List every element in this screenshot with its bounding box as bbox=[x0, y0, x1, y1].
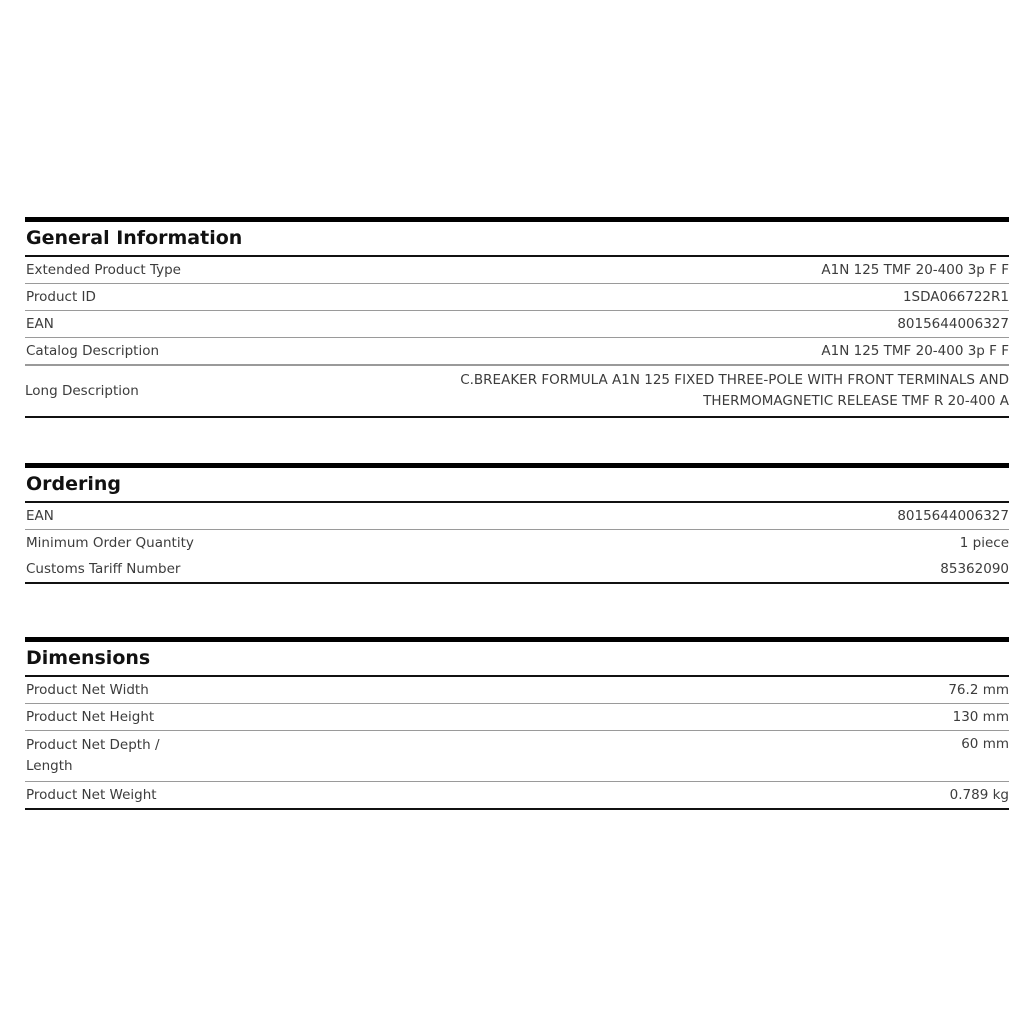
table-row bbox=[25, 257, 1009, 284]
row-label: Product ID bbox=[26, 289, 96, 305]
row-label: Catalog Description bbox=[26, 343, 160, 359]
row-value: 60 mm bbox=[961, 736, 1009, 752]
row-value: 0.789 kg bbox=[949, 787, 1009, 803]
row-label: Product Net Weight bbox=[26, 787, 157, 803]
row-label: Customs Tariff Number bbox=[26, 561, 181, 577]
row-label: Minimum Order Quantity bbox=[26, 535, 194, 551]
row-value: 76.2 mm bbox=[948, 682, 1009, 698]
section-title: Dimensions bbox=[25, 642, 1009, 677]
ordering-section bbox=[25, 463, 1009, 584]
row-label: Product Net Depth / Length bbox=[26, 737, 160, 774]
table-row bbox=[25, 366, 1009, 418]
row-value: 8015644006327 bbox=[897, 508, 1009, 524]
section-title: Ordering bbox=[25, 468, 1009, 503]
row-value: 8015644006327 bbox=[897, 316, 1009, 332]
row-label: Long Description bbox=[25, 383, 139, 399]
section-title: General Information bbox=[25, 222, 1009, 257]
row-value: 85362090 bbox=[940, 561, 1009, 577]
row-value: A1N 125 TMF 20-400 3p F F bbox=[821, 262, 1009, 278]
table-row bbox=[25, 503, 1009, 530]
row-value: A1N 125 TMF 20-400 3p F F bbox=[821, 343, 1009, 359]
table-row bbox=[25, 530, 1009, 556]
dimensions-section bbox=[25, 637, 1009, 810]
row-label: EAN bbox=[26, 508, 54, 524]
table-row bbox=[25, 284, 1009, 311]
table-row bbox=[25, 782, 1009, 810]
table-row bbox=[25, 704, 1009, 731]
row-value: 1SDA066722R1 bbox=[902, 289, 1009, 305]
row-label: Extended Product Type bbox=[26, 262, 181, 278]
table-row bbox=[25, 338, 1009, 366]
row-label: Product Net Height bbox=[26, 709, 155, 725]
row-value: 130 mm bbox=[952, 709, 1009, 725]
row-label: EAN bbox=[26, 316, 54, 332]
row-value bbox=[139, 370, 1009, 412]
general-information-section bbox=[25, 217, 1009, 418]
long-description-line-2: THERMOMAGNETIC RELEASE TMF R 20-400 A bbox=[703, 393, 1009, 409]
table-row bbox=[25, 311, 1009, 338]
long-description-line-1: C.BREAKER FORMULA A1N 125 FIXED THREE-POLE WITH FRONT TERMINALS AND bbox=[460, 372, 1009, 388]
table-row bbox=[25, 677, 1009, 704]
table-row bbox=[25, 731, 1009, 782]
row-label: Product Net Width bbox=[26, 682, 149, 698]
table-row bbox=[25, 556, 1009, 584]
row-value: 1 piece bbox=[959, 535, 1009, 551]
